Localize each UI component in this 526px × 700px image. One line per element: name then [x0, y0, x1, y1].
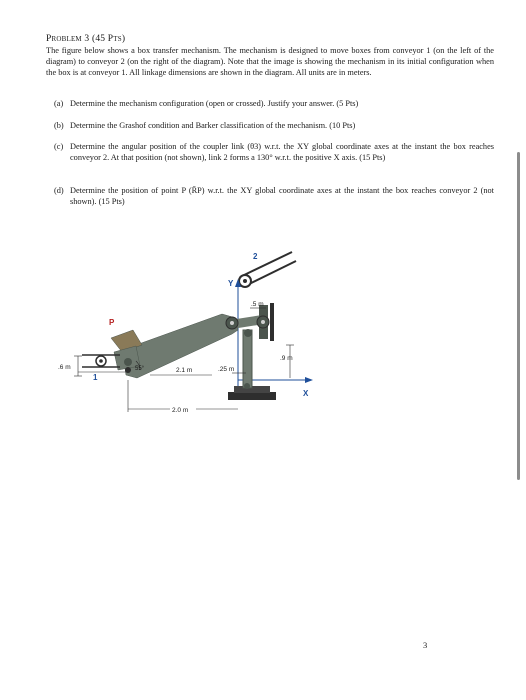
- dim-20-label: 2.0 m: [172, 407, 189, 414]
- question-text: Determine the position of point P (R̄P) w.r.t. the XY global coordinate axes at the instant the box reaches conveyor 2 (not shown). (15 Pts): [70, 186, 494, 206]
- question-label: (b): [54, 121, 64, 130]
- dim-25-label: .25 m: [218, 366, 235, 373]
- problem-intro: The figure below shows a box transfer mechanism. The mechanism is designed to move boxes from conveyor 1 (on the left of the diagram) to conveyor 2 (on the right of the diagram). Note that the image is showing the mechanism in its initial configuration when the box is at conveyor 1. All linkage dimensions are shown in the diagram. All units are in meters.: [46, 46, 494, 78]
- label-point-p: P: [109, 318, 115, 327]
- question-label: (a): [54, 99, 64, 108]
- question-text: Determine the Grashof condition and Barker classification of the mechanism. (10 Pts): [70, 121, 356, 130]
- problem-title: Problem 3: [46, 34, 90, 44]
- question-text: Determine the angular position of the coupler link (θ3) w.r.t. the XY global coordinate axes at the instant the box reaches conveyor 2. At that position (not shown), link 2 forms a 130° w.r.t. the positive X axis. (15 Pts): [70, 142, 494, 162]
- dim-21-label: 2.1 m: [176, 367, 193, 374]
- label-conveyor-1: 1: [93, 373, 98, 382]
- dim-9-label: .9 m: [280, 355, 293, 362]
- question-label: (c): [54, 142, 64, 151]
- dim-5-label: .5 m: [251, 301, 264, 308]
- conveyor-2: [239, 252, 296, 287]
- y-axis: [235, 279, 241, 395]
- angle-label: 55°: [135, 366, 145, 372]
- question-text: Determine the mechanism configuration (open or crossed). Justify your answer. (5 Pts): [70, 99, 359, 108]
- x-axis-label: X: [303, 389, 309, 398]
- conveyor-1: [82, 355, 120, 367]
- page-number: 3: [423, 640, 428, 650]
- question-label: (d): [54, 186, 64, 195]
- right-support: [257, 303, 274, 341]
- link-2: [243, 330, 252, 389]
- y-axis-label: Y: [228, 279, 234, 288]
- problem-points: (45 Pts): [91, 34, 126, 44]
- dim-6-label: .6 m: [58, 364, 71, 371]
- scrollbar[interactable]: [517, 152, 520, 480]
- label-conveyor-2: 2: [253, 252, 258, 261]
